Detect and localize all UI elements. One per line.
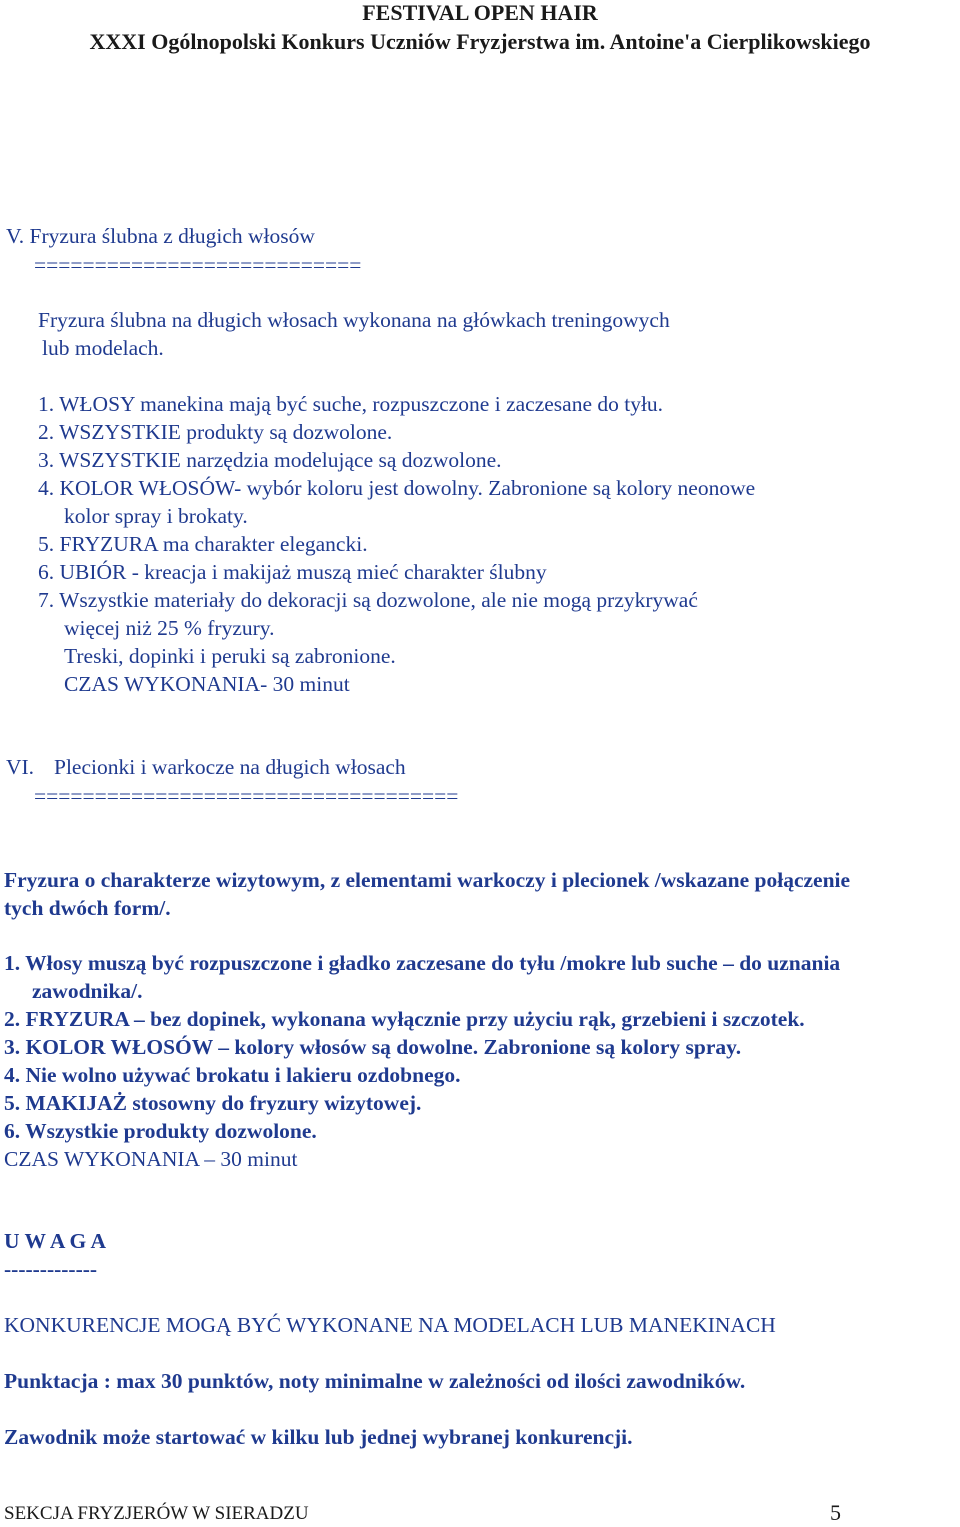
section-v-item: 3. WSZYSTKIE narzędzia modelujące są dozwolone. [38, 448, 502, 472]
notice-line: KONKURENCJE MOGĄ BYĆ WYKONANE NA MODELACH LUB MANEKINACH [4, 1313, 776, 1337]
section-v-item: 7. Wszystkie materiały do dekoracji są dozwolone, ale nie mogą przykrywać [38, 588, 698, 612]
section-v-item: 2. WSZYSTKIE produkty są dozwolone. [38, 420, 393, 444]
notice-rule: ------------- [4, 1257, 98, 1281]
section-vi-rule: =================================== [34, 784, 459, 808]
section-v-item: kolor spray i brokaty. [64, 504, 248, 528]
section-v-heading: V. Fryzura ślubna z długich włosów [6, 224, 315, 248]
section-vi-item: 2. FRYZURA – bez dopinek, wykonana wyłącznie przy użyciu rąk, grzebieni i szczotek. [4, 1007, 805, 1031]
section-v-item: CZAS WYKONANIA- 30 minut [64, 672, 350, 696]
section-v-intro-cont: lub modelach. [42, 336, 164, 360]
section-v-item: 5. FRYZURA ma charakter elegancki. [38, 532, 368, 556]
section-v-intro: Fryzura ślubna na długich włosach wykonana na główkach treningowych [38, 308, 670, 332]
section-v-item: więcej niż 25 % fryzury. [64, 616, 275, 640]
document-subtitle: XXXI Ogólnopolski Konkurs Uczniów Fryzjerstwa im. Antoine'a Cierplikowskiego [89, 29, 871, 54]
section-v-item: Treski, dopinki i peruki są zabronione. [64, 644, 396, 668]
section-vi-heading: Plecionki i warkocze na długich włosach [54, 755, 406, 779]
section-vi-intro: Fryzura o charakterze wizytowym, z elementami warkoczy i plecionek /wskazane połączenie [4, 868, 851, 892]
section-vi-item: 6. Wszystkie produkty dozwolone. [4, 1119, 317, 1143]
section-vi-item: 3. KOLOR WŁOSÓW – kolory włosów są dowolne. Zabronione są kolory spray. [4, 1035, 742, 1059]
section-vi-time: CZAS WYKONANIA – 30 minut [4, 1147, 298, 1171]
section-vi-item: 4. Nie wolno używać brokatu i lakieru ozdobnego. [4, 1063, 461, 1087]
notice-line: Punktacja : max 30 punktów, noty minimalne w zależności od ilości zawodników. [4, 1369, 746, 1393]
section-vi-item: 1. Włosy muszą być rozpuszczone i gładko zaczesane do tyłu /mokre lub suche – do uznania [4, 951, 841, 975]
notice-heading: U W A G A [4, 1229, 106, 1253]
section-vi-number: VI. [6, 755, 35, 779]
section-v-item: 1. WŁOSY manekina mają być suche, rozpuszczone i zaczesane do tyłu. [38, 392, 664, 416]
section-v-rule: =========================== [34, 253, 362, 277]
section-vi-intro-cont: tych dwóch form/. [4, 896, 171, 920]
footer-section-name: SEKCJA FRYZJERÓW W SIERADZU [4, 1503, 309, 1524]
document-title: FESTIVAL OPEN HAIR [362, 0, 598, 25]
section-v-item: 4. KOLOR WŁOSÓW- wybór koloru jest dowolny. Zabronione są kolory neonowe [38, 476, 756, 500]
section-vi-item: 5. MAKIJAŻ stosowny do fryzury wizytowej. [4, 1091, 422, 1115]
section-v-item: 6. UBIÓR - kreacja i makijaż muszą mieć charakter ślubny [38, 560, 547, 584]
page-number: 5 [830, 1500, 841, 1525]
section-vi-item: zawodnika/. [32, 979, 143, 1003]
notice-line: Zawodnik może startować w kilku lub jednej wybranej konkurencji. [4, 1425, 633, 1449]
